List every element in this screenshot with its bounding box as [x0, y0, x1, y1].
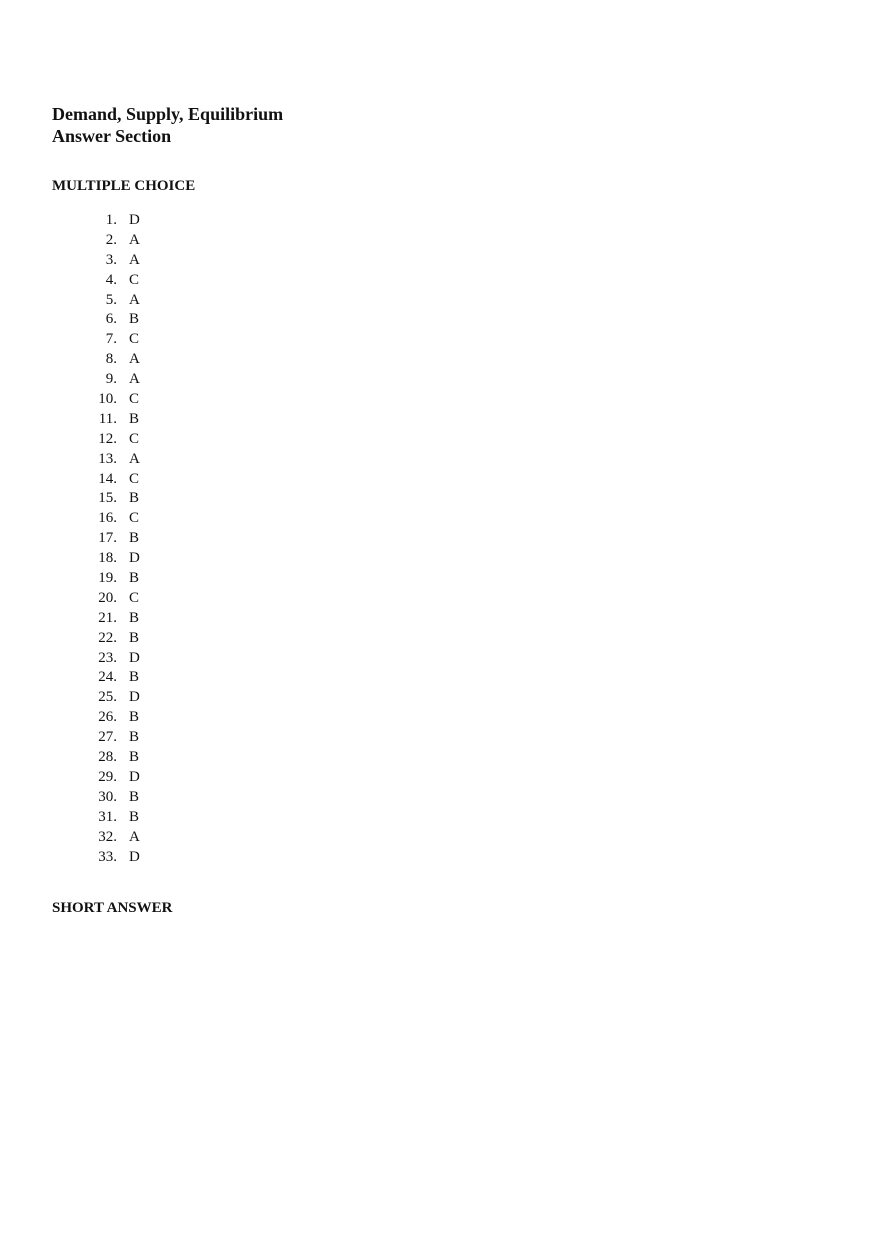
- answer-letter: D: [129, 649, 140, 666]
- question-number: 20.: [98, 589, 117, 606]
- answer-row: [0, 748, 300, 768]
- answer-row: [0, 370, 300, 390]
- answer-letter: B: [129, 311, 140, 328]
- answer-row: [0, 828, 300, 848]
- question-number: 16.: [98, 510, 117, 527]
- question-number: 5.: [105, 291, 117, 308]
- question-number: 17.: [98, 530, 117, 547]
- answer-letter: A: [129, 828, 140, 845]
- question-number: 18.: [98, 550, 117, 567]
- answer-row: [0, 350, 300, 370]
- short-answer-heading: SHORT ANSWER: [52, 900, 173, 916]
- answer-row: [0, 330, 300, 350]
- question-number: 8.: [105, 351, 117, 368]
- answer-row: [0, 470, 300, 490]
- question-number: 31.: [98, 808, 117, 825]
- answer-letter: B: [129, 629, 140, 646]
- answer-row: [0, 271, 300, 291]
- question-number: 7.: [105, 331, 117, 348]
- answer-row: [0, 629, 300, 649]
- answer-row: [0, 569, 300, 589]
- question-number: 26.: [98, 709, 117, 726]
- answer-list: [0, 211, 300, 867]
- answer-row: [0, 609, 300, 629]
- question-number: 14.: [98, 470, 117, 487]
- answer-letter: A: [129, 251, 140, 268]
- question-number: 21.: [98, 609, 117, 626]
- answer-row: [0, 390, 300, 410]
- question-number: 9.: [105, 371, 117, 388]
- answer-row: [0, 668, 300, 688]
- answer-letter: B: [129, 788, 140, 805]
- question-number: 1.: [105, 212, 117, 228]
- answer-letter: B: [129, 570, 140, 587]
- question-number: 27.: [98, 729, 117, 746]
- question-number: 28.: [98, 749, 117, 766]
- answer-letter: C: [129, 271, 140, 288]
- answer-row: [0, 211, 300, 231]
- question-number: 11.: [98, 410, 117, 427]
- answer-row: [0, 848, 300, 868]
- answer-letter: B: [129, 749, 140, 766]
- answer-row: [0, 768, 300, 788]
- question-number: 32.: [98, 828, 117, 845]
- answer-row: [0, 310, 300, 330]
- answer-row: [0, 291, 300, 311]
- answer-letter: A: [129, 371, 140, 388]
- answer-row: [0, 808, 300, 828]
- question-number: 6.: [105, 311, 117, 328]
- answer-letter: A: [129, 351, 140, 368]
- answer-row: [0, 529, 300, 549]
- answer-letter: B: [129, 729, 140, 746]
- question-number: 2.: [105, 231, 117, 248]
- answer-letter: C: [129, 470, 140, 487]
- answer-letter: C: [129, 510, 140, 527]
- question-number: 13.: [98, 450, 117, 467]
- answer-row: [0, 708, 300, 728]
- answer-letter: D: [129, 212, 140, 228]
- answer-letter: B: [129, 410, 140, 427]
- answer-row: [0, 430, 300, 450]
- answer-letter: A: [129, 450, 140, 467]
- question-number: 12.: [98, 430, 117, 447]
- answer-letter: D: [129, 768, 140, 785]
- answer-letter: D: [129, 689, 140, 706]
- answer-row: [0, 589, 300, 609]
- question-number: 15.: [98, 490, 117, 507]
- answer-row: [0, 489, 300, 509]
- answer-row: [0, 509, 300, 529]
- answer-row: [0, 688, 300, 708]
- question-number: 33.: [98, 848, 117, 865]
- answer-letter: A: [129, 291, 140, 308]
- answer-row: [0, 251, 300, 271]
- question-number: 24.: [98, 669, 117, 686]
- answer-letter: C: [129, 430, 140, 447]
- answer-row: [0, 410, 300, 430]
- question-number: 19.: [98, 570, 117, 587]
- multiple-choice-heading: MULTIPLE CHOICE: [52, 178, 196, 194]
- question-number: 22.: [98, 629, 117, 646]
- answer-letter: C: [129, 589, 140, 606]
- answer-row: [0, 549, 300, 569]
- answer-letter: B: [129, 490, 140, 507]
- answer-letter: B: [129, 530, 140, 547]
- question-number: 10.: [98, 391, 117, 408]
- question-number: 3.: [105, 251, 117, 268]
- document-title: Demand, Supply, Equilibrium: [52, 104, 284, 124]
- answer-row: [0, 231, 300, 251]
- answer-letter: C: [129, 391, 140, 408]
- answer-letter: B: [129, 669, 140, 686]
- answer-letter: A: [129, 231, 140, 248]
- answer-letter: C: [129, 331, 140, 348]
- question-number: 30.: [98, 788, 117, 805]
- answer-letter: D: [129, 550, 140, 567]
- document-subtitle: Answer Section: [52, 126, 172, 146]
- answer-row: [0, 788, 300, 808]
- question-number: 23.: [98, 649, 117, 666]
- answer-letter: B: [129, 808, 140, 825]
- answer-row: [0, 728, 300, 748]
- question-number: 29.: [98, 768, 117, 785]
- answer-row: [0, 450, 300, 470]
- question-number: 25.: [98, 689, 117, 706]
- answer-letter: B: [129, 609, 140, 626]
- answer-letter: B: [129, 709, 140, 726]
- question-number: 4.: [105, 271, 117, 288]
- answer-letter: D: [129, 848, 140, 865]
- answer-row: [0, 649, 300, 669]
